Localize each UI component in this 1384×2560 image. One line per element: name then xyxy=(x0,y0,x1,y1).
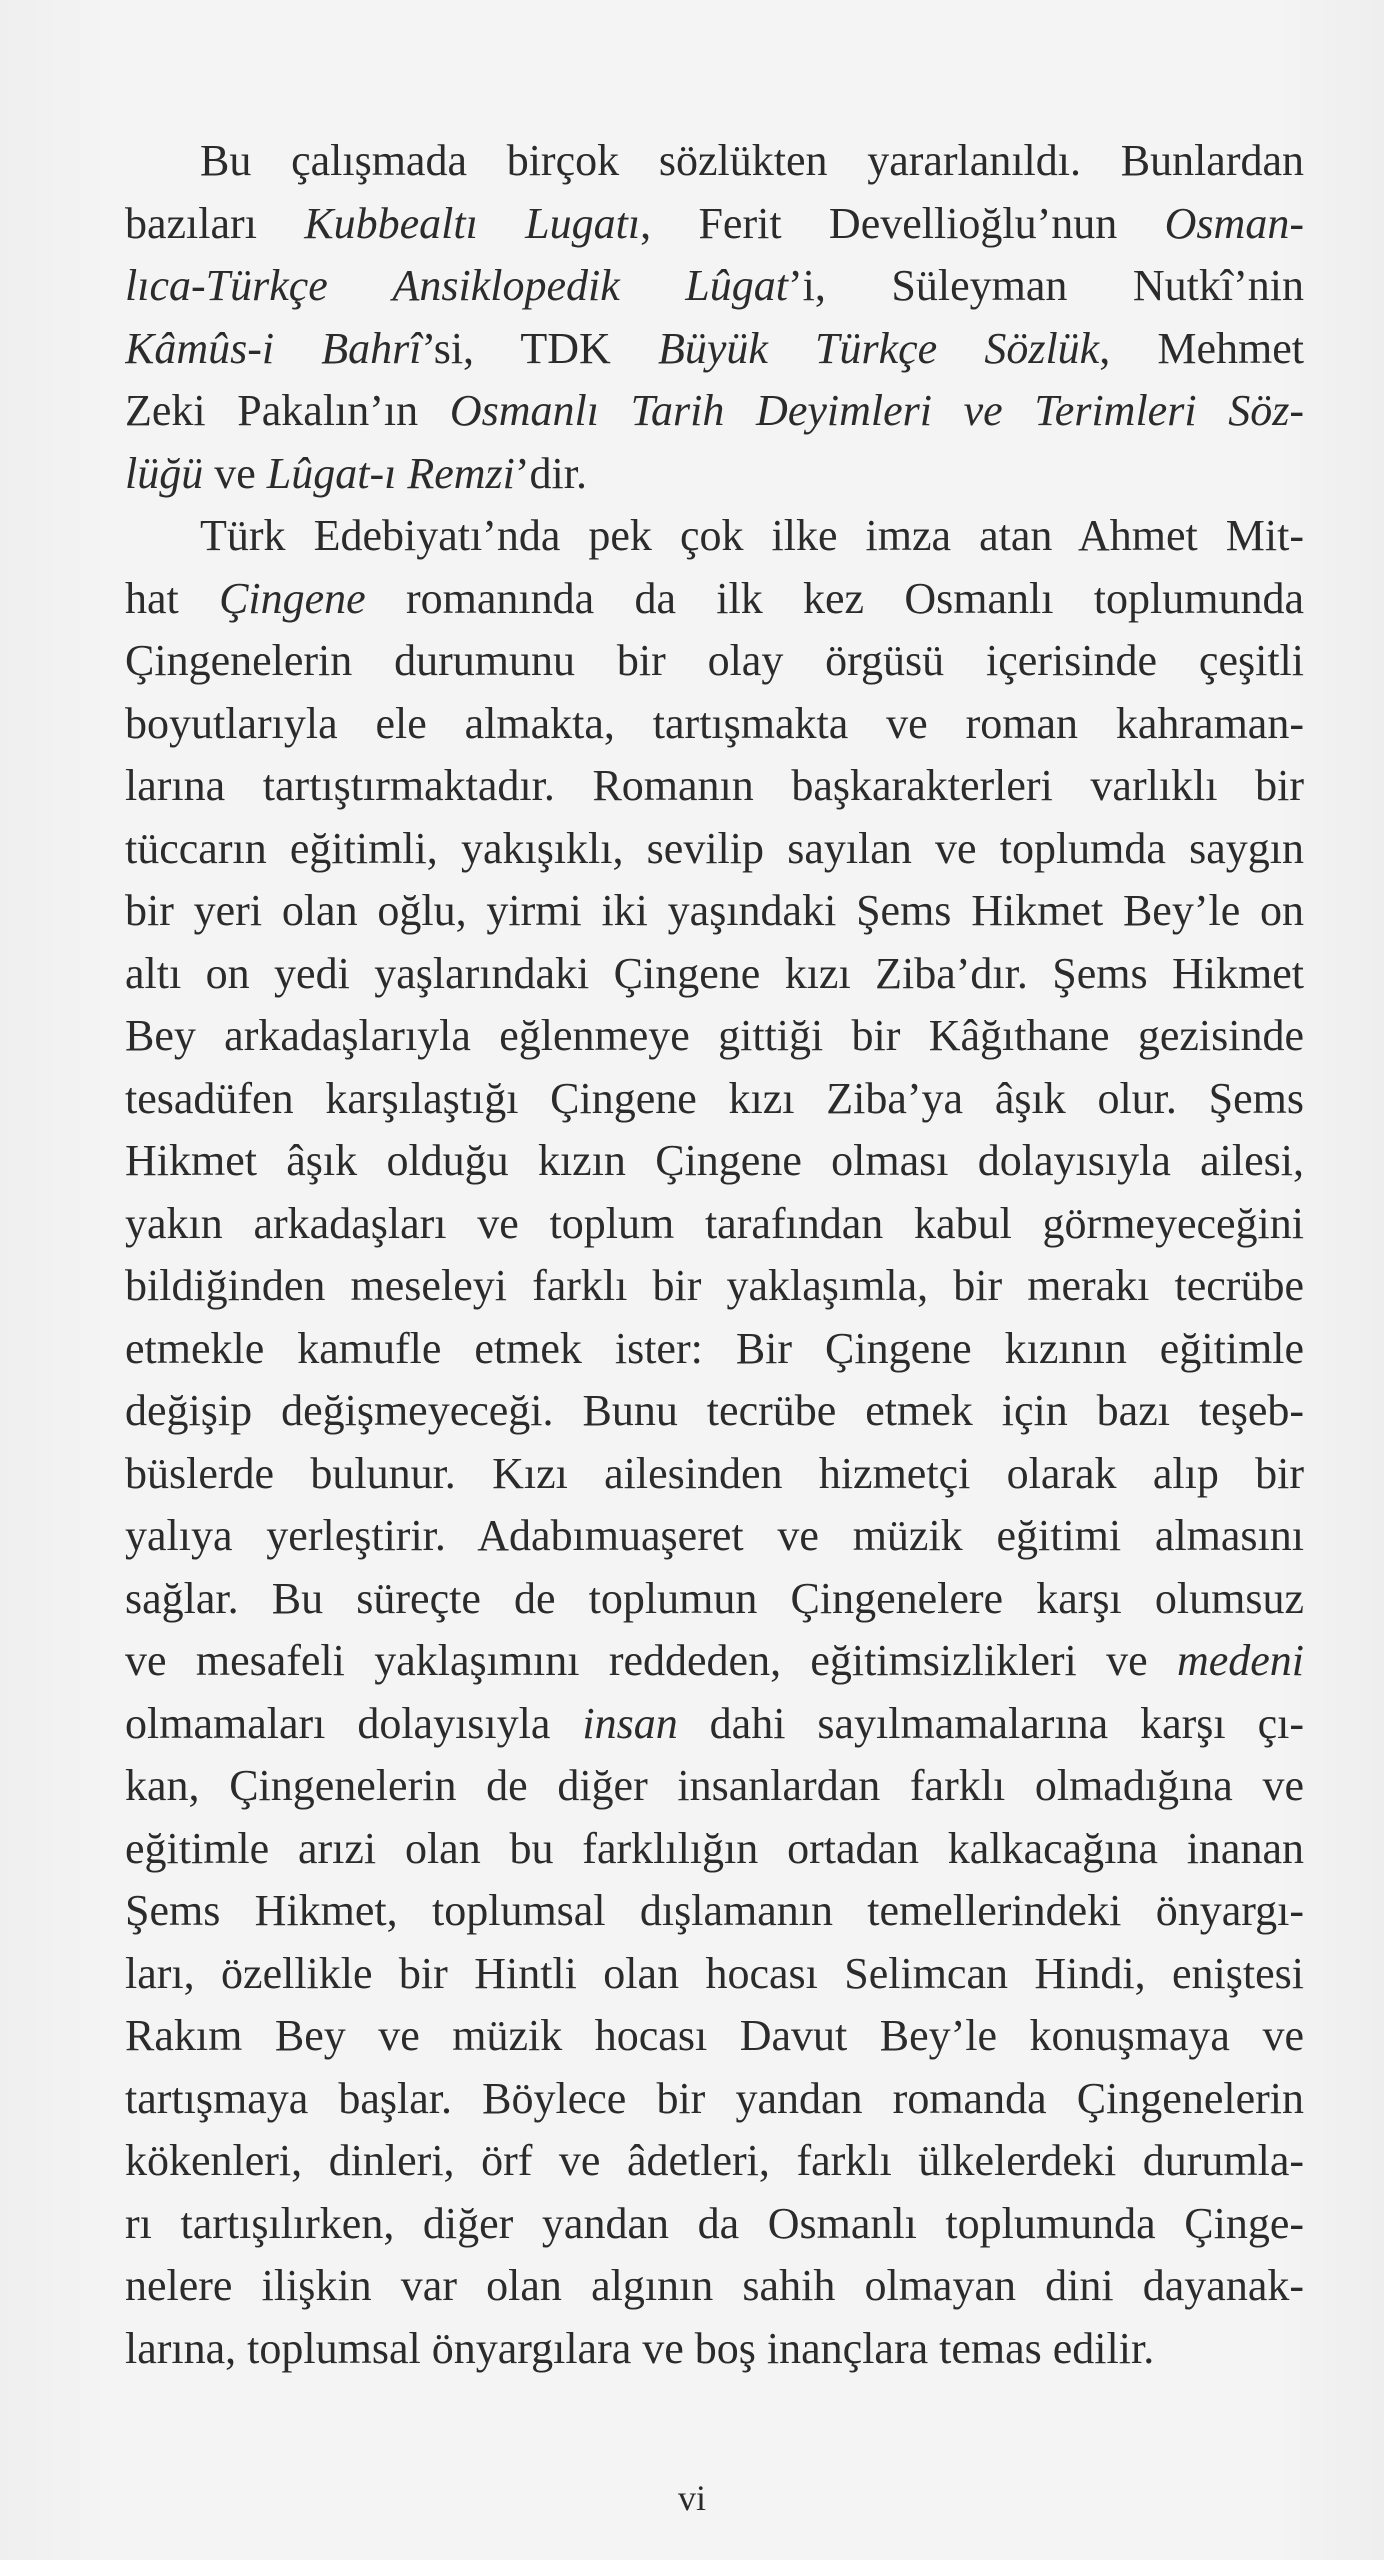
text-span: değişip değişmeyeceği. Bunu tecrübe etmek için bazı teşeb- xyxy=(125,1386,1304,1435)
text-line xyxy=(125,880,1304,943)
text-span: kan, Çingenelerin de diğer insanlardan farklı olmadığına ve xyxy=(125,1761,1304,1810)
text-line xyxy=(125,943,1304,1006)
text-line xyxy=(125,1505,1304,1568)
text-line xyxy=(125,380,1304,443)
text-span: altı on yedi yaşlarındaki Çingene kızı Ziba’dır. Şems Hikmet xyxy=(125,948,1304,998)
text-span: ’dir. xyxy=(514,448,587,498)
text-line xyxy=(125,255,1304,318)
text-span: romanında da ilk kez Osmanlı toplumunda xyxy=(365,573,1304,623)
text-line xyxy=(125,1318,1304,1381)
italic-title: Kubbealtı Lugatı xyxy=(304,198,641,248)
text-line xyxy=(200,130,1304,193)
text-span: Hikmet âşık olduğu kızın Çingene olması dolayısıyla ailesi, xyxy=(125,1136,1304,1185)
text-span: Bey arkadaşlarıyla eğlenmeye gittiği bir Kâğıthane gezisinde xyxy=(125,1011,1304,1060)
text-line xyxy=(125,318,1304,381)
body-text xyxy=(125,130,1304,2380)
text-line xyxy=(200,505,1304,568)
text-span: nelere ilişkin var olan algının sahih olmayan dini dayanak- xyxy=(125,2261,1304,2310)
text-span: bir yeri olan oğlu, yirmi iki yaşındaki Şems Hikmet Bey’le on xyxy=(125,886,1304,935)
text-line xyxy=(125,1943,1304,2006)
text-line xyxy=(125,1693,1304,1756)
text-span: dahi sayılmamalarına karşı çı- xyxy=(677,1698,1304,1748)
text-span: sağlar. Bu süreçte de toplumun Çingenelere karşı olumsuz xyxy=(125,1573,1304,1623)
italic-title: lıca-Türkçe Ansiklopedik Lûgat xyxy=(125,261,788,310)
text-span: bildiğinden meseleyi farklı bir yaklaşımla, bir merakı tecrübe xyxy=(125,1261,1304,1310)
text-span: bazıları xyxy=(125,198,305,248)
text-span: rı tartışılırken, diğer yandan da Osmanlı toplumunda Çinge- xyxy=(125,2198,1304,2248)
text-span: Çingenelerin durumunu bir olay örgüsü içerisinde çeşitli xyxy=(125,636,1304,685)
text-line xyxy=(125,1193,1304,1256)
text-line xyxy=(125,2193,1304,2256)
text-line xyxy=(125,568,1304,631)
text-span: Rakım Bey ve müzik hocası Davut Bey’le konuşmaya ve xyxy=(125,2011,1304,2060)
text-span: Şems Hikmet, toplumsal dışlamanın temellerindeki önyargı- xyxy=(125,1886,1304,1935)
text-span: larına tartıştırmaktadır. Romanın başkarakterleri varlıklı bir xyxy=(125,761,1304,810)
text-span: , Mehmet xyxy=(1099,323,1304,373)
text-span: olmamaları dolayısıyla xyxy=(125,1698,583,1748)
text-line xyxy=(125,193,1304,256)
paragraph-2 xyxy=(125,505,1304,2380)
text-span: larına, toplumsal önyargılara ve boş inançlara temas edilir. xyxy=(125,2323,1155,2373)
text-line xyxy=(125,2255,1304,2318)
text-line xyxy=(125,1568,1304,1631)
italic-title: Osmanlı Tarih Deyimleri ve Terimleri Söz- xyxy=(449,386,1304,435)
text-span: yakın arkadaşları ve toplum tarafından kabul görmeyeceğini xyxy=(125,1198,1304,1248)
text-line xyxy=(125,1380,1304,1443)
text-span: Zeki Pakalın’ın xyxy=(125,386,450,435)
text-span: ’si, TDK xyxy=(421,323,658,373)
italic-title: Kâmûs-i Bahrî xyxy=(125,323,422,373)
text-line xyxy=(125,1068,1304,1131)
text-line xyxy=(125,818,1304,881)
text-line xyxy=(125,2130,1304,2193)
text-span: Bu çalışmada birçok sözlükten yararlanıldı. Bunlardan xyxy=(200,136,1304,185)
text-span: etmekle kamufle etmek ister: Bir Çingene kızının eğitimle xyxy=(125,1323,1304,1373)
text-span: büslerde bulunur. Kızı ailesinden hizmetçi olarak alıp bir xyxy=(125,1448,1304,1498)
text-line xyxy=(125,2005,1304,2068)
italic-word: medeni xyxy=(1176,1636,1304,1685)
page-number: vi xyxy=(677,2478,706,2518)
text-span: ve mesafeli yaklaşımını reddeden, eğitimsizlikleri ve xyxy=(125,1636,1177,1685)
text-span: tüccarın eğitimli, yakışıklı, sevilip sayılan ve toplumda saygın xyxy=(125,823,1304,873)
text-span: kökenleri, dinleri, örf ve âdetleri, farklı ülkelerdeki durumla- xyxy=(125,2136,1304,2185)
text-span: hat xyxy=(125,573,220,623)
italic-word: insan xyxy=(582,1698,678,1748)
text-span: Türk Edebiyatı’nda pek çok ilke imza atan Ahmet Mit- xyxy=(200,511,1304,560)
italic-title: Osman- xyxy=(1164,198,1304,248)
text-line xyxy=(125,443,1304,506)
text-line xyxy=(125,1005,1304,1068)
text-line xyxy=(125,2068,1304,2131)
text-line xyxy=(125,630,1304,693)
text-line xyxy=(125,1255,1304,1318)
text-span: ’i, Süleyman Nutkî’nin xyxy=(788,261,1304,310)
text-line xyxy=(125,1630,1304,1693)
text-span: ları, özellikle bir Hintli olan hocası Selimcan Hindi, eniştesi xyxy=(125,1948,1304,1998)
paragraph-1 xyxy=(125,130,1304,505)
text-span: eğitimle arızi olan bu farklılığın ortadan kalkacağına inanan xyxy=(125,1823,1304,1873)
text-line xyxy=(125,1818,1304,1881)
text-span: ve xyxy=(203,448,267,498)
italic-title: Büyük Türkçe Sözlük xyxy=(657,323,1100,373)
text-line xyxy=(125,1755,1304,1818)
text-line xyxy=(125,2318,1304,2381)
text-line xyxy=(125,755,1304,818)
text-line xyxy=(125,1443,1304,1506)
text-line xyxy=(125,1880,1304,1943)
text-span: tartışmaya başlar. Böylece bir yandan romanda Çingenelerin xyxy=(125,2073,1304,2123)
italic-title: lüğü xyxy=(125,448,204,498)
text-line xyxy=(125,1130,1304,1193)
italic-title: Lûgat-ı Remzi xyxy=(266,448,515,498)
text-line xyxy=(125,693,1304,756)
text-span: , Ferit Devellioğlu’nun xyxy=(640,198,1165,248)
text-span: boyutlarıyla ele almakta, tartışmakta ve roman kahraman- xyxy=(125,698,1304,748)
text-span: yalıya yerleştirir. Adabımuaşeret ve müzik eğitimi almasını xyxy=(125,1511,1304,1560)
italic-title: Çingene xyxy=(219,573,366,623)
text-span: tesadüfen karşılaştığı Çingene kızı Ziba’ya âşık olur. Şems xyxy=(125,1073,1304,1123)
